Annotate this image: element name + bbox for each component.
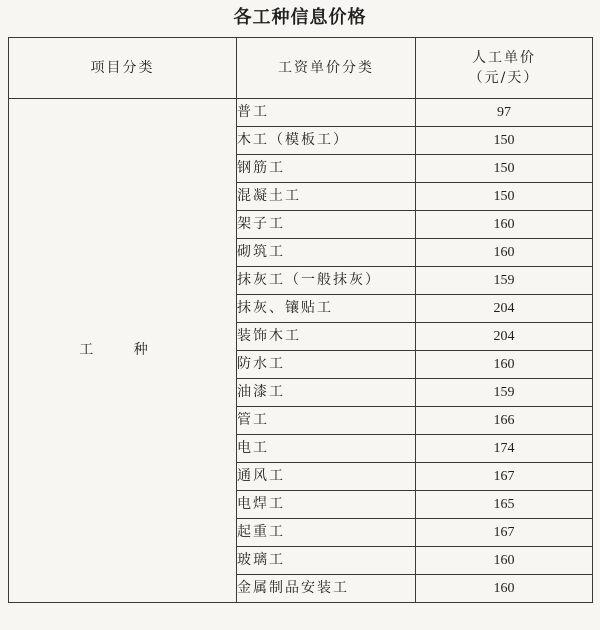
- header-wage-type: 工资单价分类: [237, 38, 416, 99]
- unit-price-cell: 167: [416, 463, 593, 491]
- wage-type-cell: 电工: [237, 435, 416, 463]
- unit-price-cell: 159: [416, 267, 593, 295]
- table-header-row: [9, 38, 593, 99]
- wage-type-cell: 玻璃工: [237, 547, 416, 575]
- header-unit-price: [416, 38, 593, 99]
- page-title: 各工种信息价格: [233, 7, 367, 28]
- wage-type-cell: 普工: [237, 99, 416, 127]
- unit-price-cell: 160: [416, 547, 593, 575]
- unit-price-cell: 160: [416, 351, 593, 379]
- wage-type-cell: 起重工: [237, 519, 416, 547]
- header-unit-price-unit: （元/天）: [468, 70, 540, 86]
- wage-type-cell: 管工: [237, 407, 416, 435]
- wage-type-cell: 木工（模板工）: [237, 127, 416, 155]
- wage-type-cell: 通风工: [237, 463, 416, 491]
- unit-price-cell: 204: [416, 323, 593, 351]
- unit-price-cell: 159: [416, 379, 593, 407]
- wage-type-cell: 砌筑工: [237, 239, 416, 267]
- unit-price-cell: 150: [416, 155, 593, 183]
- price-table: [8, 37, 593, 603]
- category-cell: 工 种: [9, 99, 237, 603]
- unit-price-cell: 166: [416, 407, 593, 435]
- unit-price-cell: 160: [416, 575, 593, 603]
- table-row: [9, 99, 593, 127]
- unit-price-cell: 204: [416, 295, 593, 323]
- unit-price-cell: 160: [416, 211, 593, 239]
- header-category: 项目分类: [9, 38, 237, 99]
- wage-type-cell: 金属制品安装工: [237, 575, 416, 603]
- unit-price-cell: 150: [416, 127, 593, 155]
- wage-type-cell: 混凝土工: [237, 183, 416, 211]
- unit-price-cell: 160: [416, 239, 593, 267]
- unit-price-cell: 165: [416, 491, 593, 519]
- wage-type-cell: 抹灰、镶贴工: [237, 295, 416, 323]
- wage-type-cell: 防水工: [237, 351, 416, 379]
- table-body: [9, 99, 593, 603]
- wage-type-cell: 架子工: [237, 211, 416, 239]
- unit-price-cell: 150: [416, 183, 593, 211]
- wage-type-cell: 油漆工: [237, 379, 416, 407]
- wage-type-cell: 钢筋工: [237, 155, 416, 183]
- unit-price-cell: 97: [416, 99, 593, 127]
- wage-type-cell: 电焊工: [237, 491, 416, 519]
- wage-type-cell: 装饰木工: [237, 323, 416, 351]
- unit-price-cell: 167: [416, 519, 593, 547]
- wage-type-cell: 抹灰工（一般抹灰）: [237, 267, 416, 295]
- unit-price-cell: 174: [416, 435, 593, 463]
- header-unit-price-label: 人工单价: [472, 50, 536, 66]
